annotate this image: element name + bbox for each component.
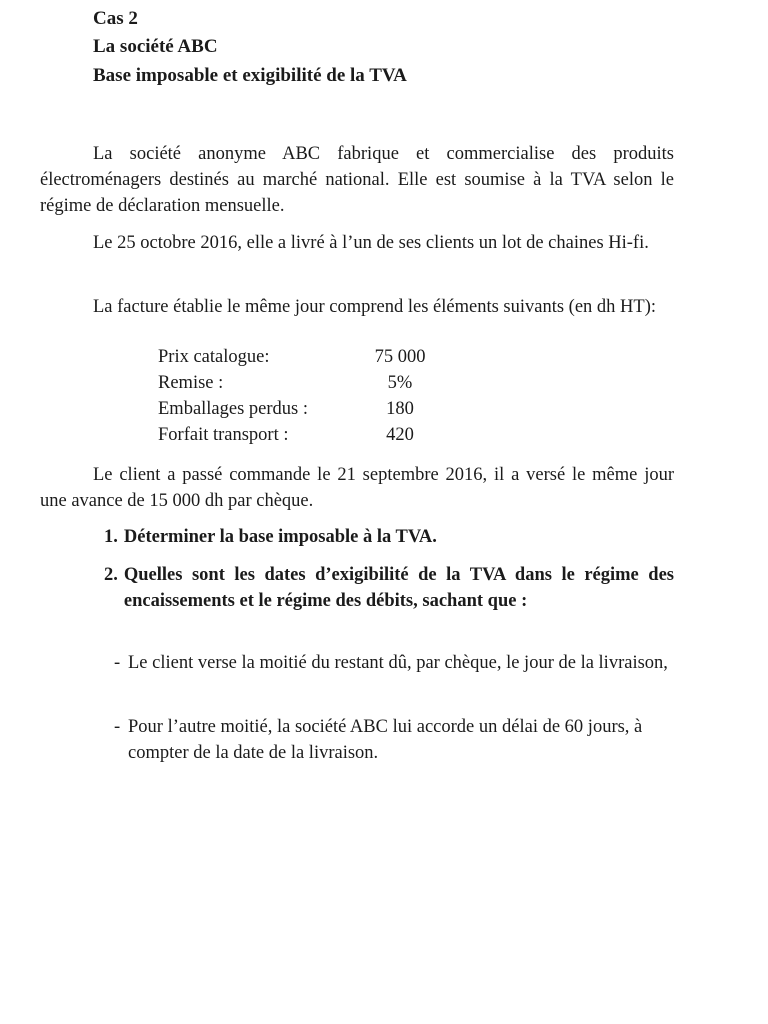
invoice-intro-paragraph: La facture établie le même jour comprend les éléments suivants (en dh HT): [93,297,657,317]
bullet-dash: - [114,653,121,673]
question-1 [104,524,674,550]
invoice-row [158,422,432,448]
question-number: 1. [104,527,118,547]
intro-paragraph: La société anonyme ABC fabrique et commercialise des produits électroménagers destinés au marché national. Elle est soumise à la TVA selon le régime de déclaration mensuelle. [40,144,674,216]
invoice-label: Remise : [158,373,224,393]
invoice-row [158,344,432,370]
invoice-value: 180 [386,399,414,419]
invoice-value: 420 [386,425,414,445]
condition-text: Le client verse la moitié du restant dû, par chèque, le jour de la livraison, [128,653,668,673]
condition-text: Pour l’autre moitié, la société ABC lui accorde un délai de 60 jours, à compter de la date de la livraison. [128,717,643,763]
condition-item [114,650,674,676]
question-number: 2. [104,565,118,585]
order-paragraph: Le client a passé commande le 21 septembre 2016, il a versé le même jour une avance de 15 000 dh par chèque. [40,465,674,511]
bullet-dash: - [114,717,121,737]
case-number: Cas 2 [93,8,138,29]
invoice-details [158,344,432,448]
invoice-label: Prix catalogue: [158,347,270,367]
invoice-row [158,370,432,396]
delivery-paragraph: Le 25 octobre 2016, elle a livré à l’un de ses clients un lot de chaines Hi-fi. [93,233,649,253]
invoice-label: Forfait transport : [158,425,289,445]
company-title: La société ABC [93,36,218,57]
question-text: Déterminer la base imposable à la TVA. [123,527,437,547]
question-2 [104,562,674,614]
invoice-row [158,396,432,422]
invoice-value: 75 000 [374,347,426,367]
subject-title: Base imposable et exigibilité de la TVA [93,65,407,86]
condition-item [114,714,674,766]
invoice-label: Emballages perdus : [158,399,309,419]
invoice-value: 5% [387,373,413,393]
question-text: Quelles sont les dates d’exigibilité de la TVA dans le régime des encaissements et le régime des débits, sachant que : [123,565,674,611]
